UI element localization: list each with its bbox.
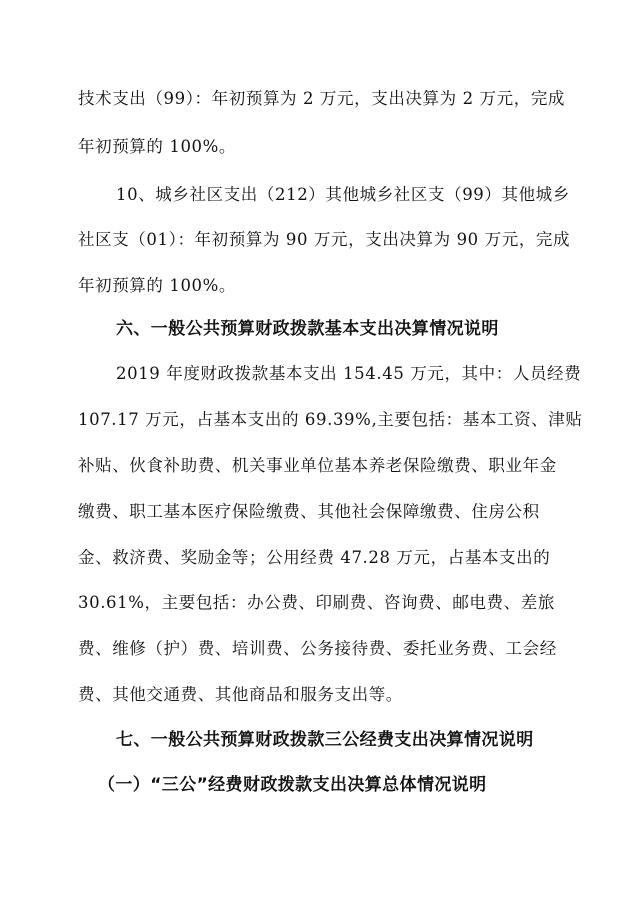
paragraph-line: 技术支出（99）：年初预算为 2 万元，支出决算为 2 万元，完成 xyxy=(78,89,566,108)
paragraph-line: 费、其他交通费、其他商品和服务支出等。 xyxy=(78,685,403,704)
subsection-heading: （一）“三公”经费财政拨款支出决算总体情况说明 xyxy=(98,775,487,795)
paragraph-line: 年初预算的 100%。 xyxy=(78,137,237,156)
paragraph-line: 缴费、职工基本医疗保险缴费、其他社会保障缴费、住房公积 xyxy=(78,502,540,521)
paragraph-line: 30.61%，主要包括：办公费、印刷费、咨询费、邮电费、差旅 xyxy=(78,593,555,612)
paragraph-line: 107.17 万元，占基本支出的 69.39%,主要包括：基本工资、津贴 xyxy=(78,410,583,429)
paragraph-line: 社区支（01）：年初预算为 90 万元，支出决算为 90 万元，完成 xyxy=(78,230,571,249)
paragraph-line: 10、城乡社区支出（212）其他城乡社区支（99）其他城乡 xyxy=(116,185,570,204)
section-heading-seven: 七、一般公共预算财政拨款三公经费支出决算情况说明 xyxy=(116,730,534,750)
paragraph-line: 费、维修（护）费、培训费、公务接待费、委托业务费、工会经 xyxy=(78,639,557,658)
section-heading-six: 六、一般公共预算财政拨款基本支出决算情况说明 xyxy=(116,319,499,339)
paragraph-line: 年初预算的 100%。 xyxy=(78,276,237,295)
paragraph-line: 2019 年度财政拨款基本支出 154.45 万元，其中：人员经费 xyxy=(116,364,582,383)
paragraph-line: 金、救济费、奖励金等；公用经费 47.28 万元，占基本支出的 xyxy=(78,548,551,567)
paragraph-line: 补贴、伙食补助费、机关事业单位基本养老保险缴费、职业年金 xyxy=(78,456,557,475)
